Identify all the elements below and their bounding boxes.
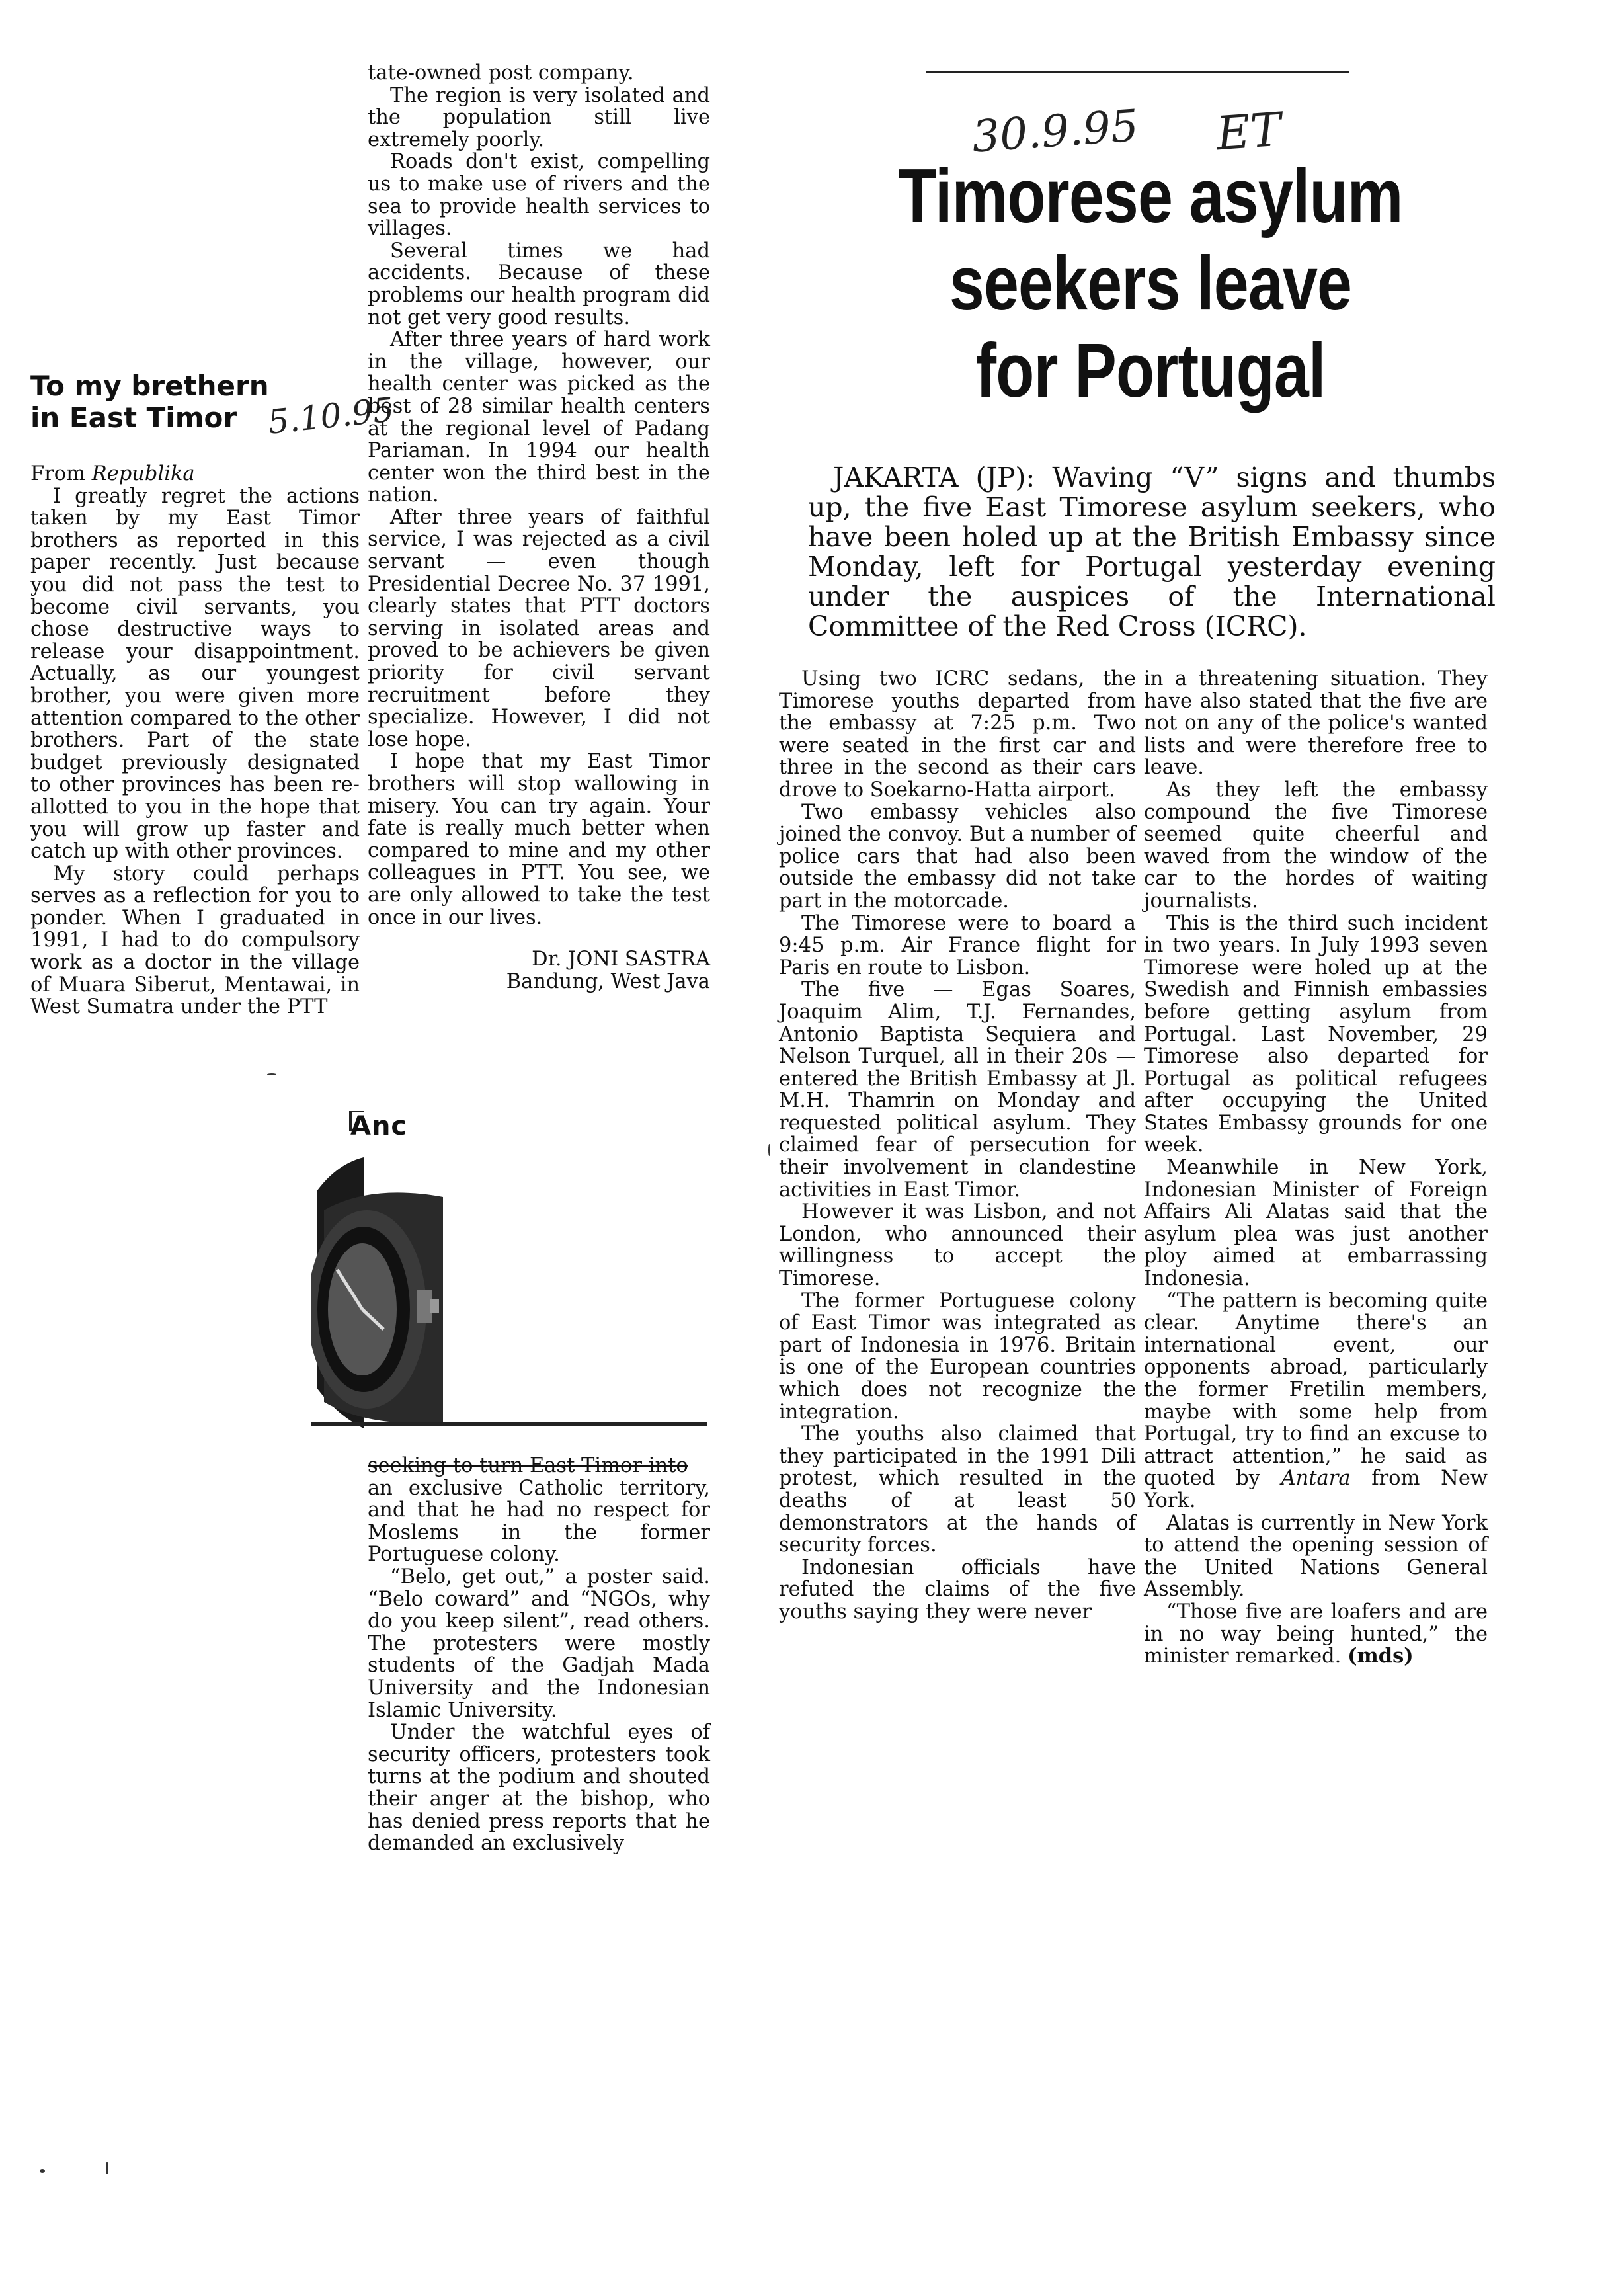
watch-icon [311,1111,707,1455]
handwritten-date-article: 30.9.95 [970,100,1141,163]
letter-paragraph: My story could perhaps serves as a reflection for you to ponder. When I graduated in 1991, I had to do compulsory work as a doctor in the village of Muara Siberut, Mentawai, in West Sumatra under the PTT [30,862,360,1019]
article-paragraph: The five — Egas Soares, Joaquim Alim, T.J. Fernandes, Antonio Baptista Sequiera and Nelson Turquel, all in their 20s — entered the British Embassy at Jl. M.H. Thamrin on Monday and requested political asylum. They claimed fear of persecution for their involvement in clandestine activities in East Timor. [779,978,1136,1202]
letter-column-2 [368,62,710,993]
letter-source-prefix: From [30,462,92,485]
article-lede: JAKARTA (JP): Waving “V” signs and thumbs up, the five East Timorese asylum seekers, who have been holed up at the British Embassy since Monday, left for Portugal yesterday evening under the auspices of the International Committee of the Red Cross (ICRC). [808,462,1496,642]
headline-line: Timorese asylum [898,153,1403,239]
letter-signature-place: Bandung, West Java [506,969,710,993]
article-paragraph: Using two ICRC sedans, the Timorese youths departed from the embassy at 7:25 p.m. Two were seated in the first car and three in the second as their cars drove to Soekarno-Hatta airport. [779,667,1136,801]
belo-paragraph: an exclusive Catholic territory, and that he had no respect for Moslems in the former Portuguese colony. [368,1476,710,1567]
scan-speck [40,2169,45,2173]
letter-paragraph: I hope that my East Timor brothers will stop wallowing in misery. You can try again. Your fate is really much better when compared to mine and my other colleagues in PTT. You see, we are only allowed to take the test once in our lives. [368,750,710,929]
belo-article-fragment [368,1455,710,1855]
article-paragraph: The former Portuguese colony of East Timor was integrated as part of Indonesia in 1976. Britain is one of the European countries which does not recognize the integration. [779,1289,1136,1424]
byline: (mds) [1347,1644,1414,1668]
article-paragraph: Alatas is currently in New York to attend the opening session of the United Nations General Assembly. [1144,1511,1488,1602]
article-paragraph: Two embassy vehicles also joined the convoy. But a number of police cars that had also been outside the embassy did not take part in the motorcade. [779,800,1136,913]
top-rule [926,71,1349,73]
letter-paragraph: After three years of hard work in the village, however, our health center was picked as the best of 28 similar health centers at the regional level of Padang Pariaman. In 1994 our health center won the third best in the nation. [368,328,710,507]
letter-column-1 [30,463,360,1018]
letter-paragraph: Roads don't exist, compelling us to make use of rivers and the sea to provide health services to villages. [368,150,710,241]
belo-paragraph: “Belo, get out,” a poster said. “Belo coward” and “NGOs, why do you keep silent”, read others. The protesters were mostly students of the Gadjah Mada University and the Indonesian Islamic University. [368,1565,710,1722]
article-column-2 [1144,668,1488,1668]
quote-text: “The pattern is becoming quite clear. Anytime there's an international event, our opponents abroad, particularly the former Fretilin members, maybe with some help from Portugal, try to find an excuse to attract attention,” he said as quoted by [1144,1289,1488,1491]
scan-speck [106,2162,108,2174]
letter-paragraph: Several times we had accidents. Because of these problems our health program did not get very good results. [368,239,710,329]
article-quote-paragraph [1144,1290,1488,1512]
article-paragraph: in a threatening situation. They have also stated that the five are not on any of the police's wanted lists and were therefore free to leave. [1144,667,1488,780]
letter-paragraph: The region is very isolated and the population still live extremely poorly. [368,83,710,151]
letter-source-name: Republika [91,462,195,485]
handwritten-date-letter: 5.10.95 [266,390,396,442]
belo-paragraph: Under the watchful eyes of security officers, protesters took turns at the podium and shouted their anger at the bishop, who has denied press reports that he demanded an exclusively [368,1721,710,1856]
article-closing-paragraph [1144,1601,1488,1668]
letter-title: To my brethern in East Timor [30,370,269,434]
quote-text-end: from New York. [1144,1467,1488,1512]
handwritten-initials: ET [1215,102,1283,161]
letter-signature-name: Dr. JONI SASTRA [532,948,710,971]
headline-line: seekers leave [949,240,1352,326]
article-paragraph: As they left the embassy compound the five Timorese seemed quite cheerful and waved from the window of the car to the hordes of waiting journalists. [1144,778,1488,913]
ad-text: Anc [350,1111,408,1141]
article-paragraph: This is the third such incident in two years. In July 1993 seven Timorese were holed up at the Swedish and Finnish embassies before getting asylum from Portugal. Last November, 29 Timorese also departed for Portugal as political refugees after occupying the United States Embassy grounds for one week. [1144,911,1488,1157]
letter-source [30,463,360,485]
headline-line: for Portugal [975,327,1326,413]
article-paragraph: The youths also claimed that they participated in the 1991 Dili protest, which resulted in the deaths of at least 50 demonstrators at the hands of security forces. [779,1422,1136,1557]
letter-paragraph: tate-owned post company. [368,62,634,85]
quote-source: Antara [1281,1467,1351,1491]
scan-speck [267,1073,276,1075]
scan-speck [768,1144,770,1156]
article-paragraph: However it was Lisbon, and not London, who announced their willingness to accept the Timorese. [779,1200,1136,1291]
cut-off-line: seeking to turn East Timor into [368,1454,688,1477]
article-headline [847,152,1454,414]
article-column-1 [779,668,1136,1623]
watch-ad-image [311,1111,707,1455]
letter-paragraph: I greatly regret the actions taken by my East Timor brothers as reported in this paper recently. Just because you did not pass the test to become civil servants, you chose destructive ways to release your disappointment. Actually, as our youngest brother, you were given more attention compared to the other brothers. Part of the state budget previously designated to other provinces has been re-allotted to you in the hope that you will grow up faster and catch up with other provinces. [30,484,360,864]
letter-paragraph: After three years of faithful service, I was rejected as a civil servant — even though Presidential Decree No. 37 1991, clearly states that PTT doctors serving in isolated areas and proved to be achievers be given priority for civil servant recruitment before they specialize. However, I did not lose hope. [368,505,710,751]
article-paragraph: The Timorese were to board a 9:45 p.m. Air France flight for Paris en route to Lisbon. [779,911,1136,979]
closing-quote: “Those five are loafers and are in no way being hunted,” the minister remarked. [1144,1600,1488,1668]
article-paragraph: Meanwhile in New York, Indonesian Minister of Foreign Affairs Ali Alatas said that the asylum plea was just another ploy aimed at embarrassing Indonesia. [1144,1156,1488,1291]
article-paragraph: Indonesian officials have refuted the claims of the five youths saying they were never [779,1555,1136,1623]
